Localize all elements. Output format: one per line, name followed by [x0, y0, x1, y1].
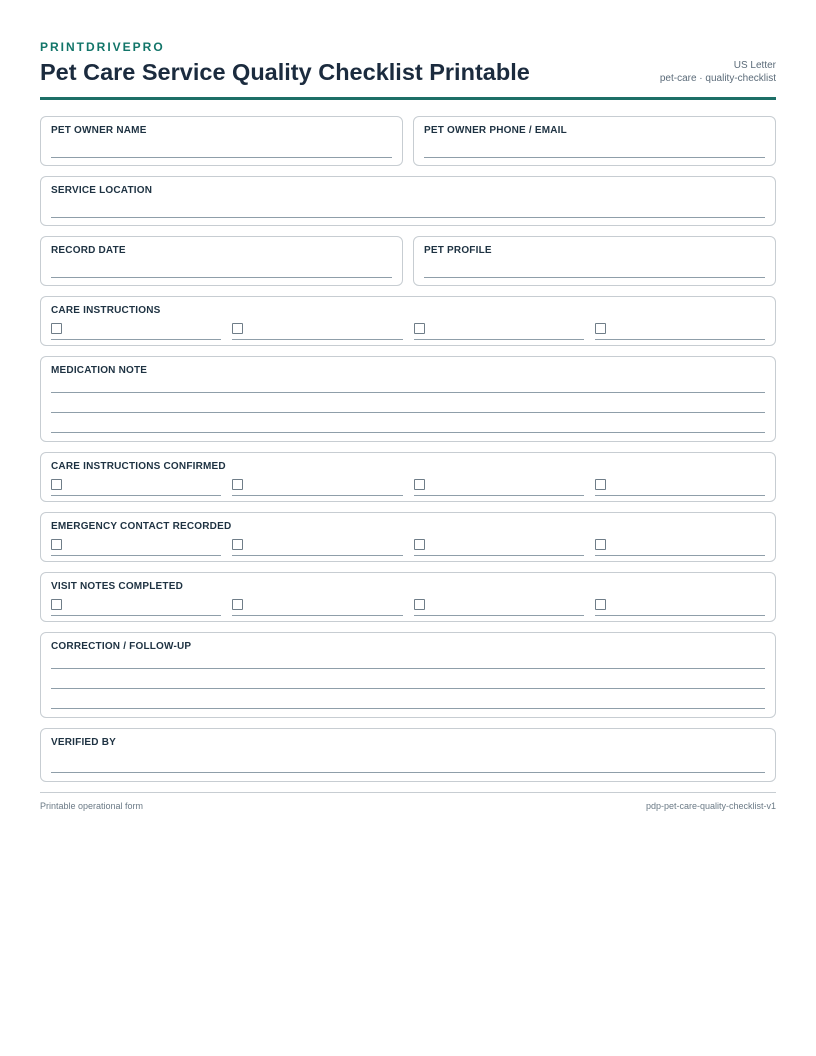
emergency-contact-item-4[interactable] — [595, 539, 765, 556]
checkbox[interactable] — [232, 539, 243, 550]
pet-profile-label: PET PROFILE — [424, 245, 492, 256]
checkbox[interactable] — [595, 479, 606, 490]
owner-contact-field[interactable] — [413, 116, 776, 166]
pet-profile-field[interactable] — [413, 236, 776, 286]
care-instructions-section — [40, 296, 776, 346]
form-header — [40, 40, 776, 100]
care-instructions-label: CARE INSTRUCTIONS — [51, 305, 161, 316]
checkbox[interactable] — [51, 479, 62, 490]
visit-notes-section — [40, 572, 776, 622]
emergency-contact-label: EMERGENCY CONTACT RECORDED — [51, 521, 232, 532]
emergency-contact-item-1[interactable] — [51, 539, 221, 556]
service-location-line[interactable] — [51, 217, 765, 218]
pet-profile-line[interactable] — [424, 277, 765, 278]
checkbox[interactable] — [232, 599, 243, 610]
checkbox[interactable] — [51, 539, 62, 550]
owner-name-field[interactable] — [40, 116, 403, 166]
owner-name-label: PET OWNER NAME — [51, 125, 147, 136]
form-id: pdp-pet-care-quality-checklist-v1 — [645, 801, 776, 811]
owner-name-line[interactable] — [51, 157, 392, 158]
correction-line-3[interactable] — [51, 708, 765, 709]
record-date-field[interactable] — [40, 236, 403, 286]
correction-field[interactable] — [40, 632, 776, 718]
checkbox[interactable] — [51, 323, 62, 334]
visit-notes-item-3[interactable] — [414, 599, 584, 616]
medication-note-line-3[interactable] — [51, 432, 765, 433]
footer-rule — [40, 792, 776, 793]
care-confirmed-section — [40, 452, 776, 502]
visit-notes-item-1[interactable] — [51, 599, 221, 616]
medication-note-field[interactable] — [40, 356, 776, 442]
record-date-line[interactable] — [51, 277, 392, 278]
checkbox[interactable] — [595, 539, 606, 550]
medication-note-line-1[interactable] — [51, 392, 765, 393]
checkbox[interactable] — [414, 323, 425, 334]
correction-line-2[interactable] — [51, 688, 765, 689]
care-confirmed-item-3[interactable] — [414, 479, 584, 496]
care-instructions-item-2[interactable] — [232, 323, 402, 340]
brand-name: PRINTDRIVEPRO — [40, 40, 165, 54]
care-instructions-item-4[interactable] — [595, 323, 765, 340]
medication-note-line-2[interactable] — [51, 412, 765, 413]
footer-note: Printable operational form — [40, 801, 144, 811]
verified-by-line[interactable] — [51, 772, 765, 773]
form-page — [40, 40, 776, 811]
paper-size: US Letter — [733, 60, 776, 71]
visit-notes-item-4[interactable] — [595, 599, 765, 616]
care-confirmed-item-4[interactable] — [595, 479, 765, 496]
correction-line-1[interactable] — [51, 668, 765, 669]
verified-by-label: VERIFIED BY — [51, 737, 116, 748]
service-location-label: SERVICE LOCATION — [51, 185, 153, 196]
owner-contact-label: PET OWNER PHONE / EMAIL — [424, 125, 567, 136]
record-date-label: RECORD DATE — [51, 245, 126, 256]
checkbox[interactable] — [414, 599, 425, 610]
checkbox[interactable] — [414, 479, 425, 490]
care-confirmed-item-2[interactable] — [232, 479, 402, 496]
verified-by-field[interactable] — [40, 728, 776, 782]
form-tags: pet-care · quality-checklist — [659, 73, 776, 84]
header-rule — [40, 97, 776, 100]
correction-label: CORRECTION / FOLLOW-UP — [51, 641, 192, 652]
medication-note-label: MEDICATION NOTE — [51, 365, 148, 376]
form-sections — [40, 116, 776, 792]
checkbox[interactable] — [51, 599, 62, 610]
emergency-contact-item-2[interactable] — [232, 539, 402, 556]
checkbox[interactable] — [232, 323, 243, 334]
emergency-contact-section — [40, 512, 776, 562]
checkbox[interactable] — [595, 599, 606, 610]
page-title: Pet Care Service Quality Checklist Printable — [40, 59, 530, 85]
emergency-contact-item-3[interactable] — [414, 539, 584, 556]
care-instructions-item-1[interactable] — [51, 323, 221, 340]
owner-contact-line[interactable] — [424, 157, 765, 158]
visit-notes-item-2[interactable] — [232, 599, 402, 616]
care-confirmed-item-1[interactable] — [51, 479, 221, 496]
care-confirmed-label: CARE INSTRUCTIONS CONFIRMED — [51, 461, 226, 472]
visit-notes-label: VISIT NOTES COMPLETED — [51, 581, 183, 592]
checkbox[interactable] — [414, 539, 425, 550]
checkbox[interactable] — [595, 323, 606, 334]
service-location-field[interactable] — [40, 176, 776, 226]
care-instructions-item-3[interactable] — [414, 323, 584, 340]
form-meta — [660, 59, 776, 85]
checkbox[interactable] — [232, 479, 243, 490]
